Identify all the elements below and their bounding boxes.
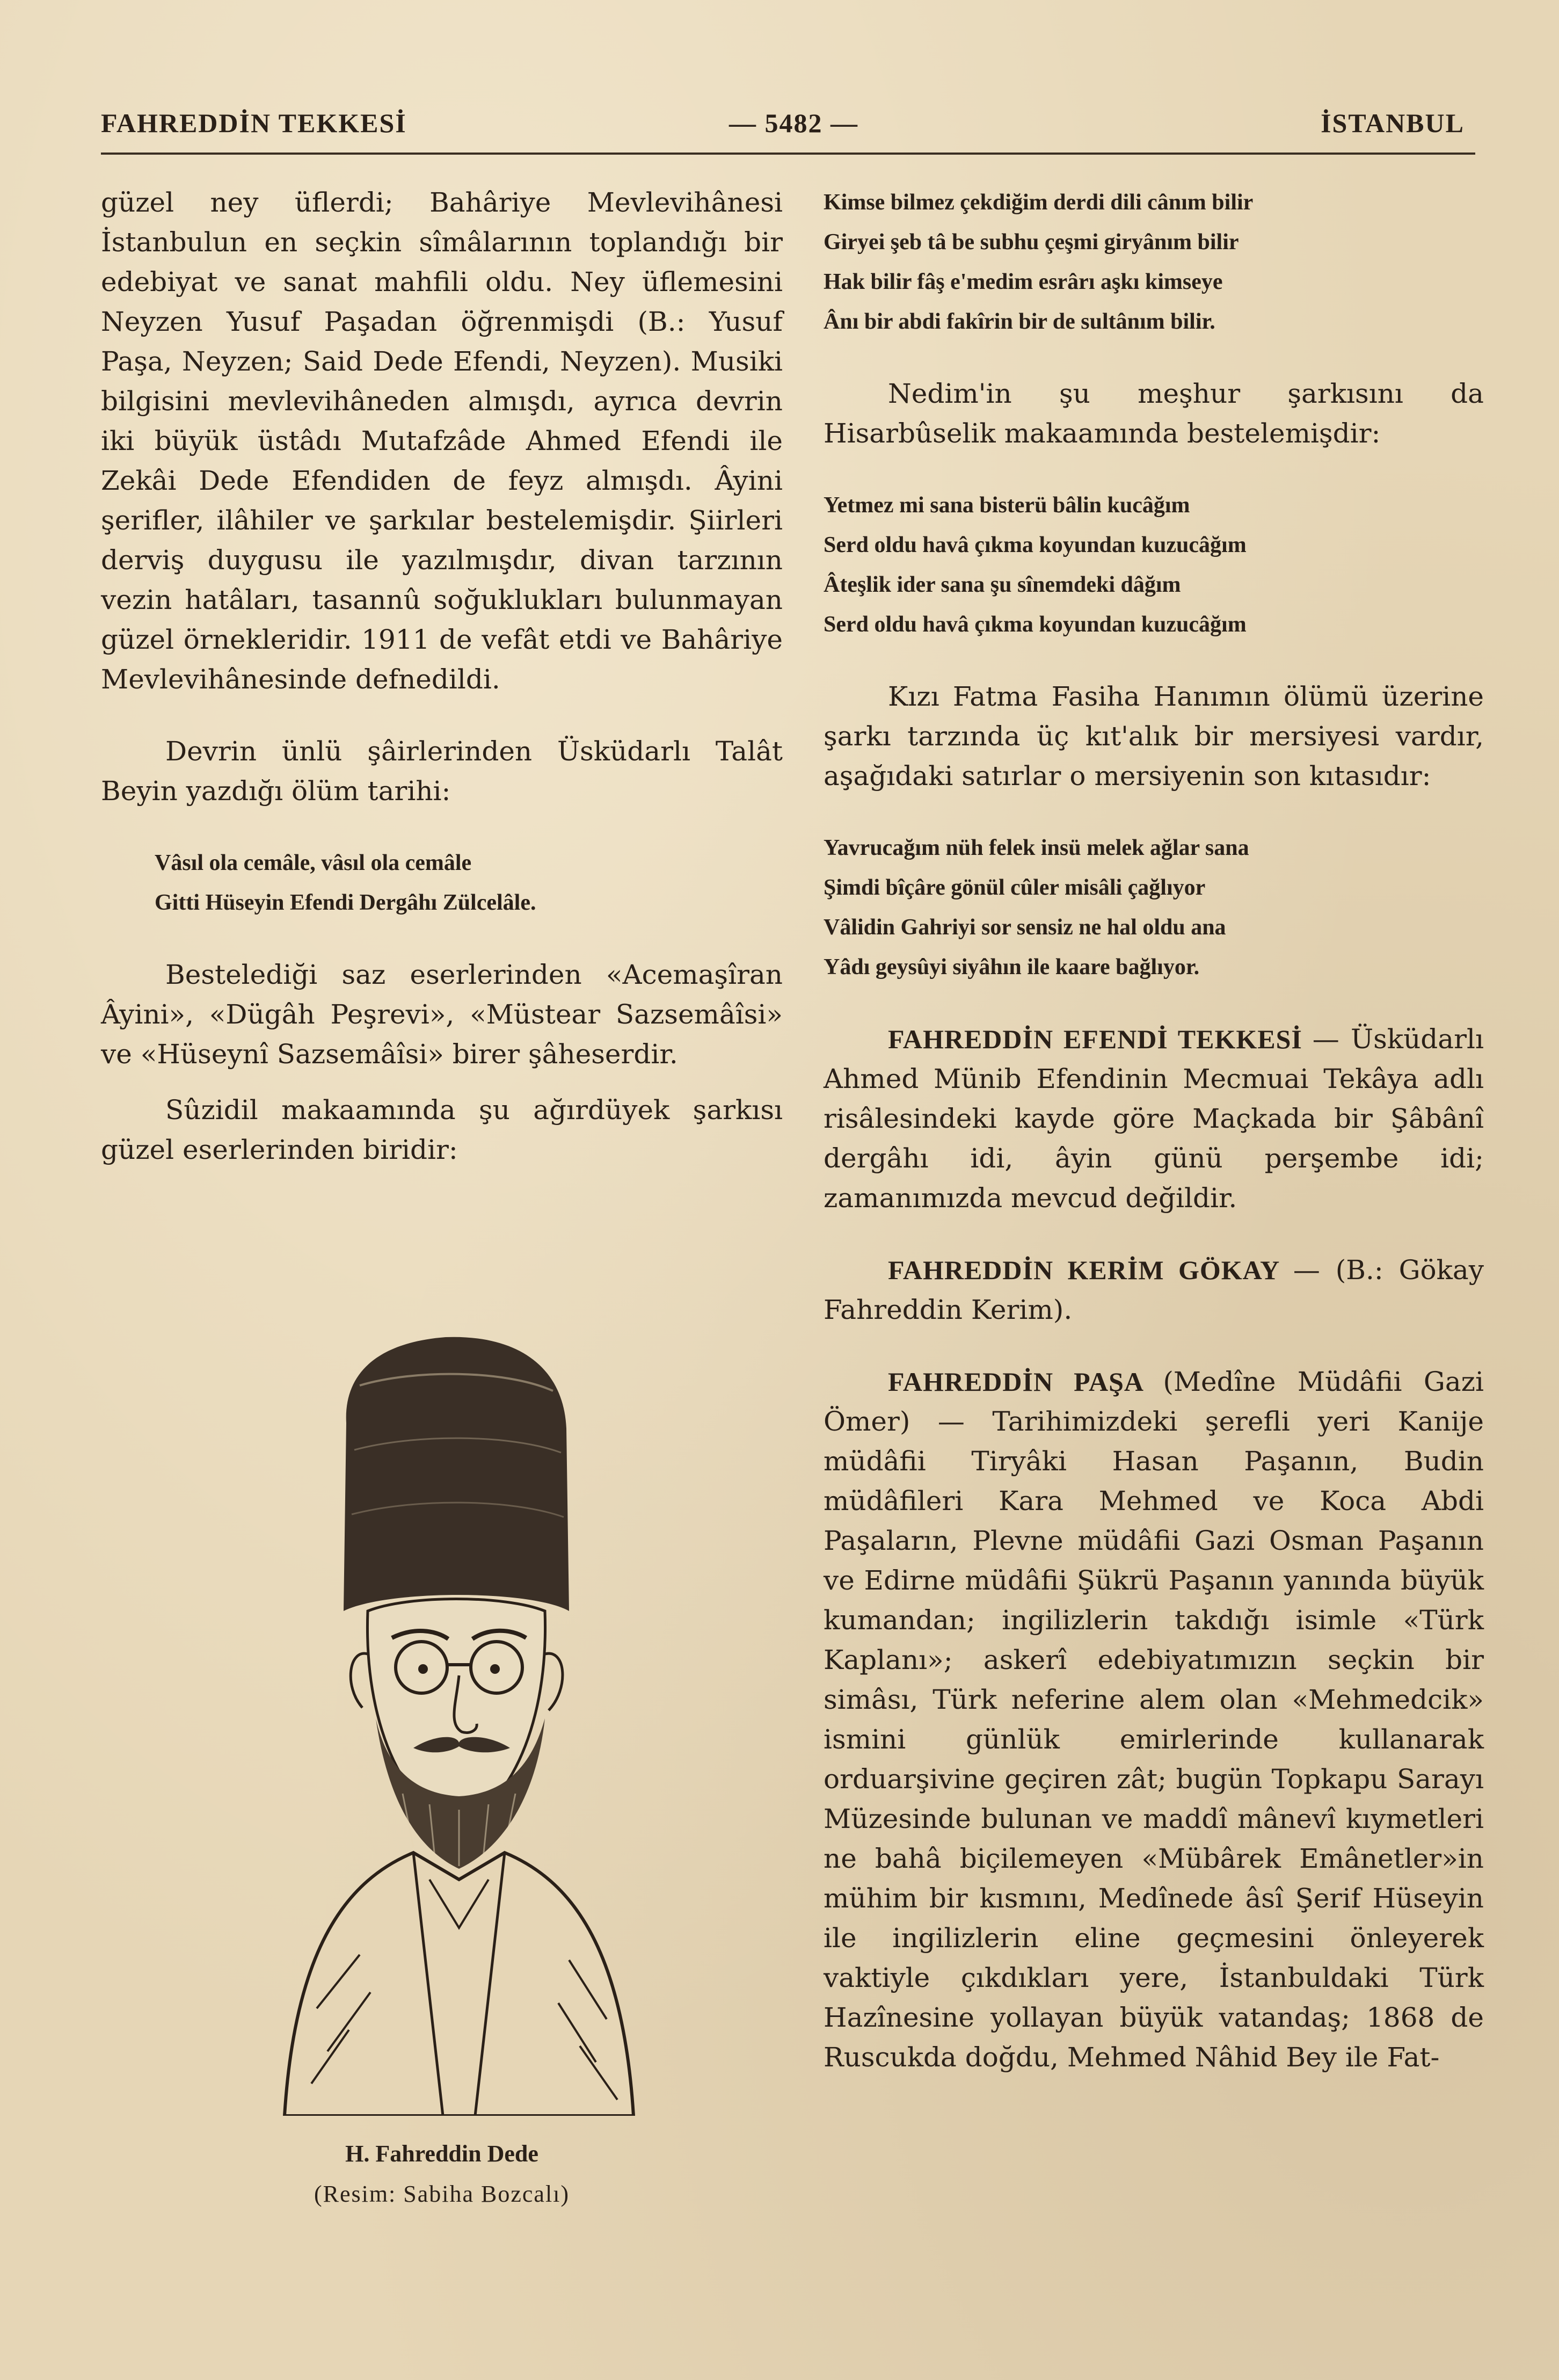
portrait-illustration — [252, 1310, 660, 2116]
verse-line: Kimse bilmez çekdiğim derdi dili cânım bilir — [824, 190, 1254, 215]
entry-body: — Üsküdarlı Ahmed Münib Efendinin Mecmuai Tekâya adlı risâlesindeki kayde göre Maçkada bir Şâbânî dergâhı idi, âyin günü perşembe idi; zamanımızda mevcud değildir. — [824, 1024, 1484, 1214]
portrait-caption-name: H. Fahreddin Dede — [345, 2140, 538, 2167]
verse-line: Serd oldu havâ çıkma koyundan kuzucâğım — [824, 612, 1247, 637]
verse-nedim-song — [824, 485, 1484, 644]
paragraph-elegy-intro: Kızı Fatma Fasiha Hanımın ölümü üzerine şarkı tarzında üç kıt'alık bir mersiyesi vardır, aşağıdaki satırlar o mersiyenin son kıtasıdır: — [824, 681, 1484, 792]
verse-line: Yavrucağım nüh felek insü melek ağlar sana — [824, 836, 1249, 860]
portrait-drawing — [252, 1310, 660, 2116]
left-column — [101, 183, 783, 1170]
verse-line: Ânı bir abdi fakîrin bir de sultânım bilir. — [824, 309, 1215, 334]
header-title-left: FAHREDDİN TEKKESİ — [101, 108, 407, 138]
paragraph-biography: güzel ney üflerdi; Bahâriye Mevlevihânesi İstanbulun en seçkin sîmâlarının toplandığı bir edebiyat ve sanat mahfili oldu. Ney üflemesini Neyzen Yusuf Paşadan öğrenmişdi (B.: Yusuf Paşa, Neyzen; Said Dede Efendi, Neyzen). Musiki bilgisini mevlevihâneden almışdı, ayrıca devrin iki büyük üstâdı Mutafzâde Ahmed Efendi ile Zekâi Dede Efendiden de feyz almışdı. Âyini şerifler, ilâhiler ve şarkılar bestelemişdir. Şiirleri derviş duygusu ile yazılmışdır, divan tarzının vezin hatâları, tasannû soğuklukları bulunmayan güzel örnekleridir. 1911 de vefât etdi ve Bahâriye Mevlevihânesinde defnedildi. — [101, 187, 783, 695]
header-rule — [101, 153, 1475, 155]
portrait-caption-credit: (Resim: Sabiha Bozcalı) — [314, 2181, 570, 2207]
verse-line: Şimdi bîçâre gönül cûler misâli çağlıyor — [824, 875, 1206, 900]
verse-death-date — [101, 843, 783, 923]
entry-body: (Medîne Müdâfii Gazi Ömer) — Tarihimizdeki şerefli yeri Kanije müdâfii Tiryâki Hasan Paşanın, Budin müdâfileri Kara Mehmed ve Koca Abdi Paşaların, Plevne müdâfii Gazi Osman Paşanın ve Edirne müdâfii Şükrü Paşanın yanında büyük kumandan; ingilizlerin takdığı isimle «Türk Kaplanı»; askerî edebiyatımızın seçkin bir simâsı, Türk neferine alem olan «Mehmedcik» ismini günlük emirlerinde kullanarak orduarşivine geçiren zât; bugün Topkapu Sarayı Müzesinde bulunan ve maddî mânevî kıymetleri ne bahâ biçilemeyen «Mübârek Emânetler»in mühim bir kısmını, Medînede âsî Şerif Hüseyin ile ingilizlerin eline geçmesini önleyerek vaktiyle çıkdıkları yere, İstanbuldaki Türk Hazînesine yollayan büyük vatandaş; 1868 de Ruscukda doğdu, Mehmed Nâhid Bey ile Fat- — [824, 1366, 1484, 2073]
paragraph-suzidil: Sûzidil makaamında şu ağırdüyek şarkısı güzel eserlerinden biridir: — [101, 1094, 783, 1165]
verse-suzidil-song — [824, 183, 1484, 342]
verse-line: Yâdı geysûyi siyâhın ile kaare bağlıyor. — [824, 955, 1200, 979]
entry-fahreddin-kerim-gokay — [824, 1250, 1484, 1330]
verse-elegy — [824, 828, 1484, 987]
verse-line: Giryei şeb tâ be subhu çeşmi giryânım bilir — [824, 230, 1239, 255]
paragraph-works: Bestelediği saz eserlerinden «Acemaşîran Âyini», «Dügâh Peşrevi», «Müstear Sazsemâîsi» ve «Hüseynî Sazsemâîsi» birer şâheserdir. — [101, 959, 783, 1070]
verse-line: Vâsıl ola cemâle, vâsıl ola cemâle — [155, 851, 472, 875]
entry-body: — (B.: Gökay Fahreddin Kerim). — [824, 1254, 1484, 1325]
paragraph-death-date-intro: Devrin ünlü şâirlerinden Üsküdarlı Talât Beyin yazdığı ölüm tarihi: — [101, 736, 783, 807]
entry-heading: FAHREDDİN PAŞA — [888, 1367, 1163, 1397]
verse-line: Yetmez mi sana bisterü bâlin kucâğım — [824, 493, 1190, 518]
entry-heading: FAHREDDİN KERİM GÖKAY — [888, 1255, 1293, 1285]
verse-line: Serd oldu havâ çıkma koyundan kuzucâğım — [824, 533, 1247, 557]
verse-line: Gitti Hüseyin Efendi Dergâhı Zülcelâle. — [155, 890, 536, 915]
paragraph-nedim: Nedim'in şu meşhur şarkısını da Hisarbûselik makaamında bestelemişdir: — [824, 378, 1484, 449]
running-head — [101, 107, 1475, 145]
right-column — [824, 183, 1484, 2077]
verse-line: Vâlidin Gahriyi sor sensiz ne hal oldu ana — [824, 915, 1226, 940]
entry-fahreddin-efendi-tekkesi — [824, 1019, 1484, 1218]
verse-line: Hak bilir fâş e'medim esrârı aşkı kimseye — [824, 270, 1223, 294]
header-title-right: İSTANBUL — [1321, 108, 1465, 138]
entry-fahreddin-pasa — [824, 1362, 1484, 2077]
page-number: — 5482 — — [729, 108, 858, 138]
verse-line: Âteşlik ider sana şu sînemdeki dâğım — [824, 572, 1181, 597]
entry-heading: FAHREDDİN EFENDİ TEKKESİ — [888, 1024, 1313, 1054]
